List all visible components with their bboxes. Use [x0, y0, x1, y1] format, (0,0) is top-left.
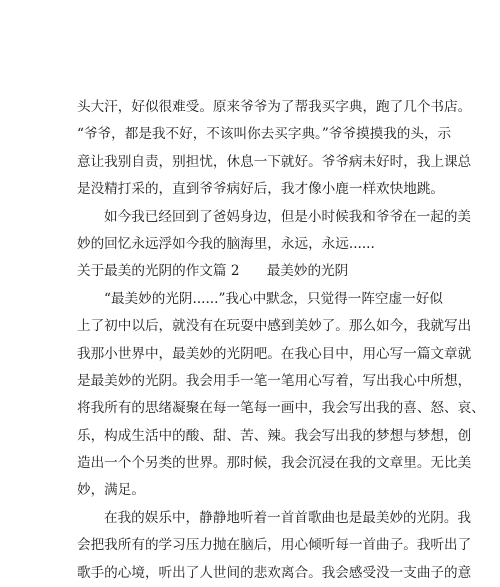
text-line: 如今我已经回到了爸妈身边，但是小时候我和爷爷在一起的美 [104, 208, 472, 225]
text-line: 意让我别自责，别担忧，休息一下就好。爷爷病未好时，我上课总 [77, 153, 472, 170]
text-line: 妙的回忆永远浮如今我的脑海里，永远，永远...... [77, 235, 375, 252]
text-line: 会把我所有的学习压力抛在脑后，用心倾听每一首曲子。我听出了 [77, 537, 472, 554]
text-line: 造出一个个另类的世界。那时候，我会沉浸在我的文章里。无比美 [77, 455, 472, 472]
text-line: 歌手的心境，听出了人世间的悲欢离合。我会感受没一支曲子的意 [77, 564, 472, 581]
text-line: “爷爷，都是我不好，不该叫你去买字典。”爷爷摸摸我的头，示 [77, 126, 452, 143]
text-line: 我那小世界中，最美妙的光阴吧。在我心目中，用心写一篇文章就 [77, 345, 472, 362]
text-line: 妙，满足。 [77, 482, 145, 499]
text-line: 在我的娱乐中，静静地听着一首首歌曲也是最美妙的光阴。我 [104, 509, 472, 526]
section-heading: 关于最美的光阴的作文篇 2 最美妙的光阴 [77, 263, 349, 280]
document-page [77, 94, 485, 587]
text-line: 是最美妙的光阴。我会用手一笔一笔用心写着，写出我心中所想， [77, 372, 472, 389]
text-line: “最美妙的光阴......”我心中默念，只觉得一阵空虚一好似 [104, 290, 443, 307]
text-line: 乐，构成生活中的酸、甜、苦、辣。我会写出我的梦想与梦想，创 [77, 427, 472, 444]
text-line: 上了初中以后，就没有在玩耍中感到美妙了。那么如今，我就写出 [77, 318, 472, 335]
text-line: 将我所有的思绪凝聚在每一笔每一画中，我会写出我的喜、怒、哀、 [77, 400, 485, 417]
text-line: 头大汗，好似很难受。原来爷爷为了帮我买字典，跑了几个书店。 [77, 99, 472, 115]
text-line: 是没精打采的，直到爷爷病好后，我才像小鹿一样欢快地跳。 [77, 181, 445, 198]
